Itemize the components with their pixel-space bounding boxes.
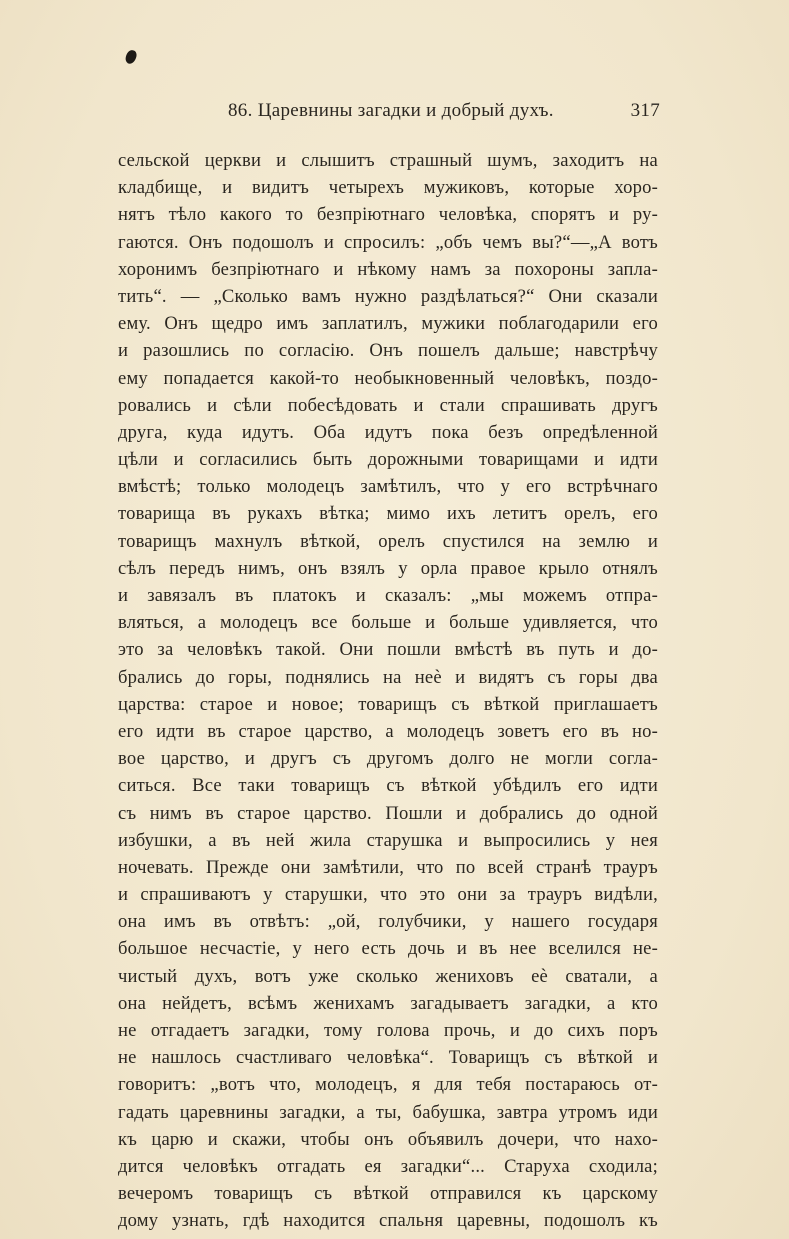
body-text	[118, 147, 658, 1235]
text-line: товарищъ махнулъ вѣткой, орелъ спустился на землю и	[118, 530, 658, 552]
chapter-title: 86. Царевнины загадки и добрый духъ.	[228, 100, 554, 121]
text-line: сельской церкви и слышитъ страшный шумъ, заходитъ на	[118, 150, 658, 171]
text-line: гадать царевнины загадки, а ты, бабушка, завтра утромъ иди	[118, 1101, 658, 1123]
text-line: вмѣстѣ; только молодецъ замѣтилъ, что у его встрѣчнаго	[118, 476, 658, 498]
text-line: она имъ въ отвѣтъ: „ой, голубчики, у нашего государя	[118, 911, 658, 933]
text-line: и спрашиваютъ у старушки, что это они за трауръ видѣли,	[118, 884, 658, 906]
text-line: не нашлось счастливаго человѣка“. Товарищъ съ вѣткой и	[118, 1047, 658, 1069]
text-line: кладбище, и видитъ четырехъ мужиковъ, которые хоро-	[118, 177, 658, 199]
text-line: вляться, а молодецъ все больше и больше удивляется, что	[118, 612, 658, 634]
text-line: тить“. — „Сколько вамъ нужно раздѣлаться?“ Они сказали	[118, 285, 658, 307]
text-line: съ нимъ въ старое царство. Пошли и добрались до одной	[118, 802, 658, 824]
text-line: сѣлъ передъ нимъ, онъ взялъ у орла правое крыло отнялъ	[118, 557, 658, 579]
text-line: цѣли и согласились быть дорожными товарищами и идти	[118, 449, 658, 471]
text-line: избушки, а въ ней жила старушка и выпросились у нея	[118, 829, 658, 851]
text-line: брались до горы, поднялись на неѐ и видятъ съ горы два	[118, 666, 658, 688]
text-line: вое царство, и другъ съ другомъ долго не могли согла-	[118, 748, 658, 770]
text-line: дому узнать, гдѣ находится спальня царевны, подошолъ къ	[118, 1210, 658, 1232]
text-line: его идти въ старое царство, а молодецъ зоветъ его въ но-	[118, 720, 658, 742]
text-line: вечеромъ товарищъ съ вѣткой отправился къ царскому	[118, 1183, 658, 1205]
text-line: не отгадаетъ загадки, тому голова прочь, и до сихъ поръ	[118, 1020, 658, 1041]
text-line: чистый духъ, вотъ уже сколько жениховъ еѐ сватали, а	[118, 965, 658, 987]
text-line: она нейдетъ, всѣмъ женихамъ загадываетъ загадки, а кто	[118, 992, 658, 1014]
text-line: друга, куда идутъ. Оба идутъ пока безъ опредѣленной	[118, 421, 658, 443]
text-line: товарища въ рукахъ вѣтка; мимо ихъ летитъ орелъ, его	[118, 503, 658, 525]
text-line: это за человѣкъ такой. Они пошли вмѣстѣ въ путь и до-	[118, 639, 658, 661]
text-line: дится человѣкъ отгадать ея загадки“... Старуха сходила;	[118, 1155, 658, 1177]
text-line: ночевать. Прежде они замѣтили, что по всей странѣ трауръ	[118, 856, 658, 878]
text-line: ровались и сѣли побесѣдовать и стали спрашивать другъ	[118, 394, 658, 416]
ink-blot	[124, 49, 138, 66]
text-line: царства: старое и новое; товарищъ съ вѣткой приглашаетъ	[118, 693, 658, 715]
text-line: и разошлись по согласію. Онъ пошелъ дальше; навстрѣчу	[118, 340, 658, 362]
text-line: и завязалъ въ платокъ и сказалъ: „мы можемъ отпра-	[118, 585, 658, 606]
text-line: нятъ тѣло какого то безпріютнаго человѣка, спорятъ и ру-	[118, 204, 658, 226]
text-line: гаются. Онъ подошолъ и спросилъ: „объ чемъ вы?“—„А вотъ	[118, 231, 658, 253]
text-line: ему. Онъ щедро имъ заплатилъ, мужики поблагодарили его	[118, 313, 658, 335]
text-line: ему попадается какой-то необыкновенный человѣкъ, поздо-	[118, 367, 658, 389]
text-line: къ царю и скажи, чтобы онъ объявилъ дочери, что нахо-	[118, 1128, 658, 1150]
text-line: говоритъ: „вотъ что, молодецъ, я для тебя постараюсь от-	[118, 1074, 658, 1096]
text-line: ситься. Все таки товарищъ съ вѣткой убѣдилъ его идти	[118, 775, 658, 797]
running-header	[228, 100, 660, 126]
text-line: большое несчастіе, у него есть дочь и въ нее вселился не-	[118, 938, 658, 960]
page-number: 317	[630, 100, 660, 121]
text-line: хоронимъ безпріютнаго и нѣкому намъ за похороны запла-	[118, 258, 658, 280]
